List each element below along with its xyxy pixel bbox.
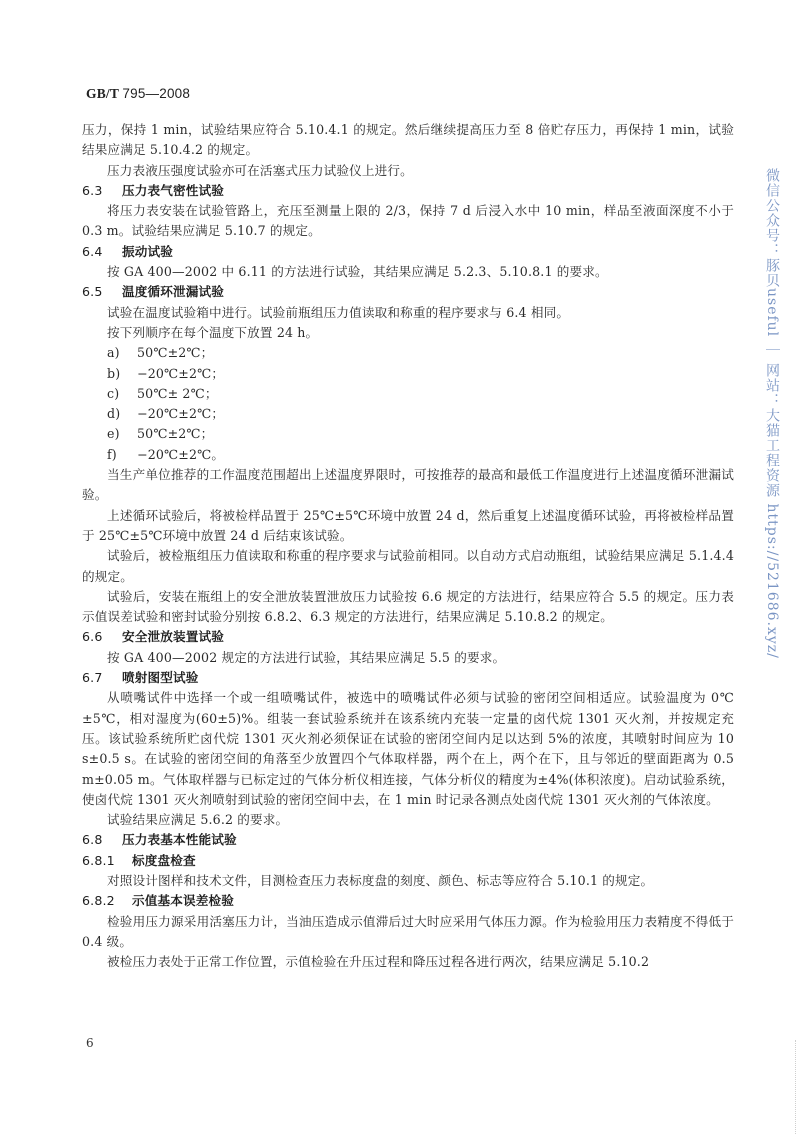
section-number: 6.3 — [82, 182, 103, 198]
section-heading-6-8 — [82, 830, 734, 850]
paragraph: 试验结果应满足 5.6.2 的要求。 — [107, 812, 289, 828]
section-heading-6-6 — [82, 627, 734, 647]
section-heading-6-4 — [82, 242, 734, 262]
section-heading-6-8-2 — [82, 891, 734, 911]
document-body — [82, 120, 734, 972]
paragraph: 检验用压力源采用活塞压力计，当油压造成示值滞后过大时应采用气体压力源。作为检验用压力表精度不得低于 0.4 级。 — [82, 913, 734, 949]
paragraph: 试验后，被检瓶组压力值读取和称重的程序要求与试验前相同。以自动方式启动瓶组，试验结果应满足 5.1.4.4 的规定。 — [82, 548, 734, 584]
section-title: 振动试验 — [122, 243, 173, 259]
standard-number: 795—2008 — [122, 86, 191, 101]
list-text: −20℃±2℃； — [137, 365, 225, 381]
paragraph: 将压力表安装在试验管路上，充压至测量上限的 2/3，保持 7 d 后浸入水中 10 min，样品至液面深度不小于 0.3 m。试验结果应满足 5.10.7 的规定。 — [82, 203, 734, 239]
list-item — [82, 343, 734, 363]
list-label: d) — [107, 406, 121, 422]
section-number: 6.6 — [82, 629, 103, 645]
section-number: 6.5 — [82, 284, 103, 300]
paragraph: 按 GA 400—2002 中 6.11 的方法进行试验，其结果应满足 5.2.3、5.10.8.1 的要求。 — [107, 264, 608, 280]
list-label: b) — [107, 365, 121, 381]
paragraph: 按 GA 400—2002 规定的方法进行试验，其结果应满足 5.5 的要求。 — [107, 649, 506, 665]
list-item — [82, 384, 734, 404]
standard-header — [86, 86, 190, 102]
section-heading-6-7 — [82, 668, 734, 688]
section-title: 示值基本误差检验 — [132, 893, 234, 909]
section-title: 压力表基本性能试验 — [122, 832, 237, 848]
list-item — [82, 404, 734, 424]
list-text: −20℃±2℃； — [137, 406, 225, 422]
section-title: 温度循环泄漏试验 — [122, 284, 224, 300]
page-number: 6 — [86, 1036, 94, 1050]
list-label: a) — [107, 345, 120, 361]
list-label: f) — [107, 446, 117, 462]
section-title: 喷射图型试验 — [122, 670, 199, 686]
temperature-list — [82, 343, 734, 465]
paragraph: 压力表液压强度试验亦可在活塞式压力试验仪上进行。 — [107, 162, 413, 178]
section-number: 6.4 — [82, 243, 103, 259]
paragraph: 当生产单位推荐的工作温度范围超出上述温度界限时，可按推荐的最高和最低工作温度进行上述温度循环泄漏试验。 — [82, 467, 734, 503]
watermark-text: 微信公众号：豚贝useful ｜ 网站：大猫工程资源 https://521686.xyz/ — [764, 168, 780, 659]
list-label: e) — [107, 426, 120, 442]
section-number: 6.7 — [82, 670, 103, 686]
section-heading-6-8-1 — [82, 851, 734, 871]
paragraph: 试验后，安装在瓶组上的安全泄放装置泄放压力试验按 6.6 规定的方法进行，结果应符合 5.5 的规定。压力表示值误差试验和密封试验分别按 6.8.2、6.3 规定的方法进行，结果应满足 5.10.8.2 的规定。 — [82, 588, 734, 625]
paragraph: 压力，保持 1 min，试验结果应符合 5.10.4.1 的规定。然后继续提高压力至 8 倍贮存压力，再保持 1 min，试验结果应满足 5.10.4.2 的规定。 — [82, 122, 734, 158]
section-title: 压力表气密性试验 — [122, 182, 224, 198]
list-text: 50℃±2℃； — [137, 426, 214, 442]
section-number: 6.8.2 — [82, 893, 115, 909]
paragraph: 试验在温度试验箱中进行。试验前瓶组压力值读取和称重的程序要求与 6.4 相同。 — [107, 304, 570, 320]
page-edge-divider — [794, 1040, 796, 1134]
section-heading-6-3 — [82, 181, 734, 201]
standard-prefix: GB/T — [86, 86, 119, 101]
list-text: 50℃±2℃； — [137, 345, 214, 361]
list-text: −20℃±2℃。 — [137, 446, 225, 462]
section-title: 标度盘检查 — [132, 852, 196, 868]
paragraph: 从喷嘴试件中选择一个或一组喷嘴试件，被选中的喷嘴试件必须与试验的密闭空间相适应。试验温度为 0℃±5℃，相对湿度为(60±5)%。组装一套试验系统并在该系统内充装一定量的卤代烷 1301 灭火剂，并按规定充压。该试验系统所贮卤代烷 1301 灭火剂必须保证在试验的密闭空间内足以达到 5%的浓度，其喷射时间应为 10 s±0.5 s。在试验的密闭空间的角落至少放置四个气体取样器，两个在上，两个在下，且与邻近的壁面距离为 0.5 m±0.05 m。气体取样器与已标定过的气体分析仪相连接，气体分析仪的精度为±4%(体积浓度)。启动试验系统，使卤代烷 1301 灭火剂喷射到试验的密闭空间中去，在 1 min 时记录各测点处卤代烷 1301 灭火剂的气体浓度。 — [82, 690, 734, 807]
section-number: 6.8.1 — [82, 852, 115, 868]
paragraph: 按下列顺序在每个温度下放置 24 h。 — [107, 324, 319, 340]
section-number: 6.8 — [82, 832, 103, 848]
list-label: c) — [107, 385, 120, 401]
paragraph: 对照设计图样和技术文件，目测检查压力表标度盘的刻度、颜色、标志等应符合 5.10.1 的规定。 — [107, 872, 654, 888]
list-item — [82, 445, 734, 465]
list-item — [82, 364, 734, 384]
paragraph: 被检压力表处于正常工作位置，示值检验在升压过程和降压过程各进行两次，结果应满足 5.10.2 — [107, 954, 650, 970]
list-text: 50℃± 2℃； — [137, 385, 218, 401]
section-title: 安全泄放装置试验 — [122, 629, 224, 645]
section-heading-6-5 — [82, 282, 734, 302]
list-item — [82, 424, 734, 444]
paragraph: 上述循环试验后，将被检样品置于 25℃±5℃环境中放置 24 d，然后重复上述温度循环试验，再将被检样品置于 25℃±5℃环境中放置 24 d 后结束该试验。 — [82, 507, 734, 543]
